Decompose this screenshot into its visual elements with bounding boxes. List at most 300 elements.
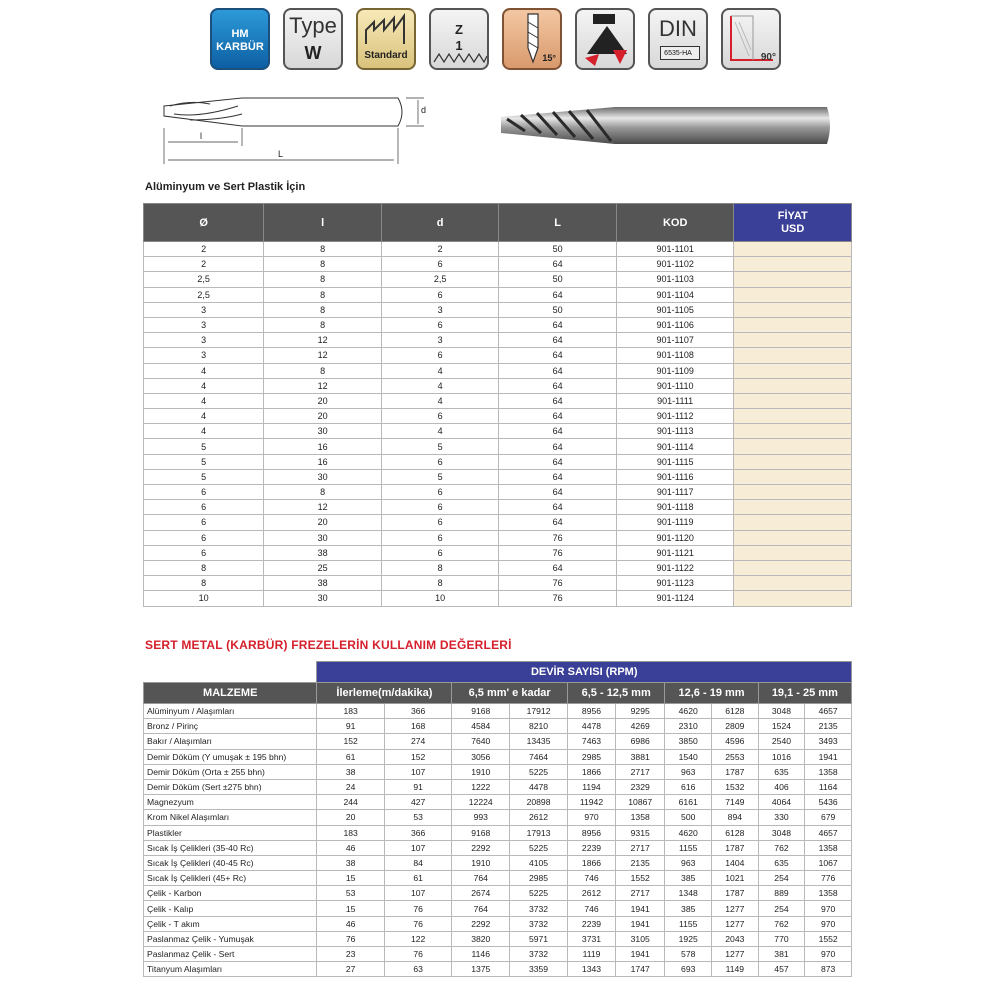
flute-count-badge: [429, 8, 489, 70]
value-cell: 3493: [805, 734, 852, 749]
table-cell: 901-1101: [616, 242, 734, 257]
value-cell: 4478: [567, 719, 615, 734]
value-cell: 1910: [452, 764, 510, 779]
material-cell: Paslanmaz Çelik - Sert: [144, 947, 317, 962]
table-cell: 76: [499, 591, 617, 606]
value-cell: 46: [317, 840, 384, 855]
value-cell: 1155: [665, 840, 712, 855]
table-row: [144, 749, 852, 764]
table-cell: 30: [264, 591, 382, 606]
table-cell: 901-1117: [616, 485, 734, 500]
table-cell: 8: [264, 317, 382, 332]
value-cell: 578: [665, 947, 712, 962]
value-cell: 693: [665, 962, 712, 977]
teeth-icon: [431, 52, 489, 64]
table-row: [144, 454, 852, 469]
value-cell: 762: [758, 840, 805, 855]
table-row: [144, 576, 852, 591]
value-cell: 3048: [758, 825, 805, 840]
value-cell: 1866: [567, 855, 615, 870]
value-cell: 13435: [510, 734, 568, 749]
value-cell: 1149: [712, 962, 759, 977]
cutting-direction-icon: [577, 10, 635, 70]
standard-badge: [356, 8, 416, 70]
value-cell: 406: [758, 779, 805, 794]
material-cell: Sıcak İş Çelikleri (45+ Rc): [144, 871, 317, 886]
price-cell: [734, 317, 852, 332]
value-cell: 4596: [712, 734, 759, 749]
table-row: [144, 734, 852, 749]
value-cell: 15: [317, 901, 384, 916]
value-cell: 970: [805, 916, 852, 931]
table-cell: 3: [144, 317, 264, 332]
material-cell: Bronz / Pirinç: [144, 719, 317, 734]
material-cell: Alüminyum / Alaşımları: [144, 704, 317, 719]
table-cell: 901-1123: [616, 576, 734, 591]
table-row: [144, 764, 852, 779]
value-cell: 2540: [758, 734, 805, 749]
table-cell: 64: [499, 439, 617, 454]
value-cell: 366: [384, 704, 451, 719]
value-cell: 2043: [712, 931, 759, 946]
table-cell: 5: [144, 439, 264, 454]
table-cell: 901-1114: [616, 439, 734, 454]
value-cell: 3048: [758, 704, 805, 719]
table-cell: 901-1109: [616, 363, 734, 378]
table-cell: 64: [499, 393, 617, 408]
z-label: Z: [455, 22, 463, 37]
table-cell: 6: [381, 409, 499, 424]
value-cell: 274: [384, 734, 451, 749]
table-cell: 38: [264, 545, 382, 560]
value-cell: 1910: [452, 855, 510, 870]
table-cell: 4: [144, 378, 264, 393]
value-cell: 1925: [665, 931, 712, 946]
price-cell: [734, 424, 852, 439]
value-cell: 76: [384, 947, 451, 962]
value-cell: 107: [384, 840, 451, 855]
value-cell: 3732: [510, 901, 568, 916]
value-cell: 20: [317, 810, 384, 825]
end-mill-drawing-icon: [150, 90, 440, 175]
value-cell: 635: [758, 855, 805, 870]
header-price: [734, 204, 852, 242]
table-cell: 901-1110: [616, 378, 734, 393]
value-cell: 1787: [712, 886, 759, 901]
header-feed-rate: İlerleme(m/dakika): [317, 683, 452, 704]
value-cell: 1277: [712, 916, 759, 931]
table-cell: 5: [144, 469, 264, 484]
value-cell: 107: [384, 764, 451, 779]
material-cell: Demir Döküm (Y umuşak ± 195 bhn): [144, 749, 317, 764]
value-cell: 970: [567, 810, 615, 825]
price-cell: [734, 333, 852, 348]
standard-label: Standard: [364, 50, 408, 61]
corner-angle-badge: [721, 8, 781, 70]
table-row: [144, 871, 852, 886]
table-cell: 6: [381, 515, 499, 530]
table-cell: 8: [381, 560, 499, 575]
table-cell: 4: [144, 363, 264, 378]
value-cell: 3732: [510, 947, 568, 962]
header-range-3: 12,6 - 19 mm: [665, 683, 758, 704]
table-cell: 4: [144, 409, 264, 424]
price-cell: [734, 515, 852, 530]
product-code-table: [143, 203, 852, 607]
price-cell: [734, 348, 852, 363]
value-cell: 7464: [510, 749, 568, 764]
price-header-line1: FİYAT: [777, 209, 808, 222]
value-cell: 3056: [452, 749, 510, 764]
value-cell: 91: [384, 779, 451, 794]
table-cell: 5: [144, 454, 264, 469]
table-cell: 8: [264, 257, 382, 272]
table-row: [144, 530, 852, 545]
table-cell: 6: [144, 515, 264, 530]
corner-angle-label: 90°: [760, 52, 776, 63]
header-diameter: Ø: [144, 204, 264, 242]
value-cell: 381: [758, 947, 805, 962]
table-row: [144, 931, 852, 946]
table-cell: 901-1102: [616, 257, 734, 272]
table-cell: 4: [144, 424, 264, 439]
table-cell: 2: [381, 242, 499, 257]
value-cell: 1021: [712, 871, 759, 886]
value-cell: 873: [805, 962, 852, 977]
value-cell: 2985: [567, 749, 615, 764]
value-cell: 122: [384, 931, 451, 946]
table-row: [144, 515, 852, 530]
table-cell: 30: [264, 469, 382, 484]
value-cell: 1222: [452, 779, 510, 794]
value-cell: 4657: [805, 704, 852, 719]
value-cell: 7640: [452, 734, 510, 749]
value-cell: 2612: [567, 886, 615, 901]
value-cell: 889: [758, 886, 805, 901]
value-cell: 9295: [616, 704, 665, 719]
table-row: [144, 287, 852, 302]
table-cell: 25: [264, 560, 382, 575]
feature-badges: [210, 8, 786, 72]
value-cell: 4105: [510, 855, 568, 870]
table-cell: 901-1111: [616, 393, 734, 408]
value-cell: 8210: [510, 719, 568, 734]
value-cell: 1358: [805, 764, 852, 779]
table-cell: 2: [144, 242, 264, 257]
value-cell: 46: [317, 916, 384, 931]
value-cell: 76: [384, 901, 451, 916]
table-cell: 901-1113: [616, 424, 734, 439]
table-cell: 5: [381, 469, 499, 484]
table-cell: 901-1119: [616, 515, 734, 530]
value-cell: 457: [758, 962, 805, 977]
value-cell: 1119: [567, 947, 615, 962]
value-cell: 244: [317, 795, 384, 810]
value-cell: 2329: [616, 779, 665, 794]
table-cell: 64: [499, 363, 617, 378]
table-cell: 8: [264, 242, 382, 257]
price-cell: [734, 363, 852, 378]
value-cell: 1348: [665, 886, 712, 901]
value-cell: 6128: [712, 704, 759, 719]
table-row: [144, 317, 852, 332]
table-cell: 30: [264, 530, 382, 545]
table-cell: 3: [381, 333, 499, 348]
value-cell: 91: [317, 719, 384, 734]
price-cell: [734, 242, 852, 257]
table-cell: 6: [144, 545, 264, 560]
value-cell: 2292: [452, 840, 510, 855]
value-cell: 4620: [665, 825, 712, 840]
value-cell: 2239: [567, 916, 615, 931]
table-cell: 4: [381, 424, 499, 439]
table-cell: 2,5: [144, 272, 264, 287]
din-label: DIN: [659, 16, 697, 41]
value-cell: 776: [805, 871, 852, 886]
table-cell: 901-1115: [616, 454, 734, 469]
table-cell: 6: [381, 257, 499, 272]
value-cell: 9168: [452, 825, 510, 840]
type-badge: [283, 8, 343, 70]
table-row: [144, 424, 852, 439]
table-row: [144, 840, 852, 855]
header-range-1: 6,5 mm' e kadar: [452, 683, 568, 704]
table-row: [144, 795, 852, 810]
price-cell: [734, 272, 852, 287]
header-shank-diameter: d: [381, 204, 499, 242]
table-cell: 901-1121: [616, 545, 734, 560]
value-cell: 1146: [452, 947, 510, 962]
value-cell: 107: [384, 886, 451, 901]
price-cell: [734, 409, 852, 424]
table-cell: 3: [144, 302, 264, 317]
value-cell: 53: [317, 886, 384, 901]
table-cell: 76: [499, 545, 617, 560]
value-cell: 2717: [616, 886, 665, 901]
hm-line1: HM: [231, 28, 249, 40]
value-cell: 1532: [712, 779, 759, 794]
table-cell: 901-1107: [616, 333, 734, 348]
value-cell: 764: [452, 901, 510, 916]
value-cell: 4478: [510, 779, 568, 794]
table-cell: 12: [264, 333, 382, 348]
value-cell: 7149: [712, 795, 759, 810]
value-cell: 5225: [510, 886, 568, 901]
value-cell: 2612: [510, 810, 568, 825]
table-cell: 20: [264, 409, 382, 424]
value-cell: 254: [758, 871, 805, 886]
value-cell: 152: [317, 734, 384, 749]
table-row: [144, 825, 852, 840]
value-cell: 23: [317, 947, 384, 962]
table-row: [144, 500, 852, 515]
end-mill-photo-icon: [495, 103, 835, 148]
price-cell: [734, 530, 852, 545]
value-cell: 1358: [805, 886, 852, 901]
value-cell: 168: [384, 719, 451, 734]
value-cell: 762: [758, 916, 805, 931]
table1-title: Alüminyum ve Sert Plastik İçin: [145, 181, 306, 193]
material-cell: Titanyum Alaşımları: [144, 962, 317, 977]
value-cell: 746: [567, 871, 615, 886]
table-cell: 64: [499, 500, 617, 515]
header-range-2: 6,5 - 12,5 mm: [567, 683, 664, 704]
value-cell: 2553: [712, 749, 759, 764]
table-row: [144, 810, 852, 825]
value-cell: 1941: [616, 916, 665, 931]
value-cell: 1787: [712, 840, 759, 855]
value-cell: 4269: [616, 719, 665, 734]
value-cell: 679: [805, 810, 852, 825]
table-cell: 64: [499, 333, 617, 348]
helix-angle-badge: [502, 8, 562, 70]
flute-length-label: l: [200, 131, 202, 141]
value-cell: 8956: [567, 825, 615, 840]
value-cell: 1552: [616, 871, 665, 886]
value-cell: 385: [665, 901, 712, 916]
table-cell: 64: [499, 515, 617, 530]
table-row: [144, 409, 852, 424]
table-cell: 2,5: [144, 287, 264, 302]
table-cell: 64: [499, 317, 617, 332]
price-cell: [734, 439, 852, 454]
table-row: [144, 485, 852, 500]
table-row: [144, 916, 852, 931]
tool-photo: [495, 103, 835, 148]
value-cell: 5225: [510, 764, 568, 779]
table-cell: 20: [264, 393, 382, 408]
material-cell: Krom Nikel Alaşımları: [144, 810, 317, 825]
table-cell: 8: [144, 560, 264, 575]
value-cell: 970: [805, 947, 852, 962]
value-cell: 2239: [567, 840, 615, 855]
table-cell: 50: [499, 242, 617, 257]
table-cell: 4: [381, 393, 499, 408]
value-cell: 11942: [567, 795, 615, 810]
value-cell: 4620: [665, 704, 712, 719]
value-cell: 38: [317, 855, 384, 870]
rpm-header: DEVİR SAYISI (RPM): [317, 662, 852, 683]
value-cell: 1277: [712, 901, 759, 916]
table-row: [144, 348, 852, 363]
value-cell: 1277: [712, 947, 759, 962]
value-cell: 894: [712, 810, 759, 825]
value-cell: 1747: [616, 962, 665, 977]
value-cell: 2717: [616, 764, 665, 779]
table-cell: 8: [264, 485, 382, 500]
table-cell: 12: [264, 348, 382, 363]
value-cell: 2717: [616, 840, 665, 855]
price-cell: [734, 393, 852, 408]
value-cell: 6128: [712, 825, 759, 840]
type-value: W: [304, 43, 322, 63]
value-cell: 500: [665, 810, 712, 825]
price-cell: [734, 287, 852, 302]
table-cell: 5: [381, 439, 499, 454]
table-row: [144, 469, 852, 484]
table-cell: 6: [381, 530, 499, 545]
table-cell: 6: [144, 530, 264, 545]
table-row: [144, 591, 852, 606]
value-cell: 61: [384, 871, 451, 886]
value-cell: 770: [758, 931, 805, 946]
value-cell: 963: [665, 764, 712, 779]
price-cell: [734, 302, 852, 317]
table-cell: 64: [499, 560, 617, 575]
price-cell: [734, 576, 852, 591]
header-range-4: 19,1 - 25 mm: [758, 683, 851, 704]
value-cell: 24: [317, 779, 384, 794]
table-cell: 3: [381, 302, 499, 317]
price-cell: [734, 257, 852, 272]
value-cell: 1016: [758, 749, 805, 764]
table-row: [144, 545, 852, 560]
sawtooth-icon: [358, 12, 416, 52]
header-code: KOD: [616, 204, 734, 242]
table-cell: 901-1103: [616, 272, 734, 287]
value-cell: 1164: [805, 779, 852, 794]
table-cell: 8: [264, 363, 382, 378]
table2-title: SERT METAL (KARBÜR) FREZELERİN KULLANIM DEĞERLERİ: [145, 638, 512, 652]
value-cell: 53: [384, 810, 451, 825]
table-cell: 64: [499, 409, 617, 424]
din-value: 6535-HA: [664, 50, 692, 57]
type-label: Type: [289, 13, 337, 38]
value-cell: 3820: [452, 931, 510, 946]
value-cell: 3359: [510, 962, 568, 977]
header-material: MALZEME: [144, 683, 317, 704]
material-cell: Demir Döküm (Orta ± 255 bhn): [144, 764, 317, 779]
value-cell: 4657: [805, 825, 852, 840]
value-cell: 1941: [805, 749, 852, 764]
table-row: [144, 560, 852, 575]
table-cell: 50: [499, 272, 617, 287]
table-cell: 64: [499, 348, 617, 363]
value-cell: 1552: [805, 931, 852, 946]
table-row: [144, 393, 852, 408]
value-cell: 1941: [616, 901, 665, 916]
value-cell: 5436: [805, 795, 852, 810]
table-row: [144, 779, 852, 794]
table-row: [144, 257, 852, 272]
value-cell: 4064: [758, 795, 805, 810]
value-cell: 3881: [616, 749, 665, 764]
table-cell: 901-1120: [616, 530, 734, 545]
value-cell: 3731: [567, 931, 615, 946]
value-cell: 61: [317, 749, 384, 764]
value-cell: 17913: [510, 825, 568, 840]
table-cell: 6: [381, 500, 499, 515]
table-cell: 8: [264, 272, 382, 287]
value-cell: 2292: [452, 916, 510, 931]
value-cell: 12224: [452, 795, 510, 810]
din-badge: [648, 8, 708, 70]
value-cell: 1155: [665, 916, 712, 931]
value-cell: 254: [758, 901, 805, 916]
value-cell: 6161: [665, 795, 712, 810]
total-length-label: L: [278, 149, 284, 159]
value-cell: 1358: [805, 840, 852, 855]
value-cell: 1866: [567, 764, 615, 779]
material-cell: Sıcak İş Çelikleri (35-40 Rc): [144, 840, 317, 855]
value-cell: 17912: [510, 704, 568, 719]
price-cell: [734, 560, 852, 575]
table-cell: 901-1108: [616, 348, 734, 363]
value-cell: 2674: [452, 886, 510, 901]
value-cell: 1375: [452, 962, 510, 977]
table-row: [144, 855, 852, 870]
price-cell: [734, 591, 852, 606]
